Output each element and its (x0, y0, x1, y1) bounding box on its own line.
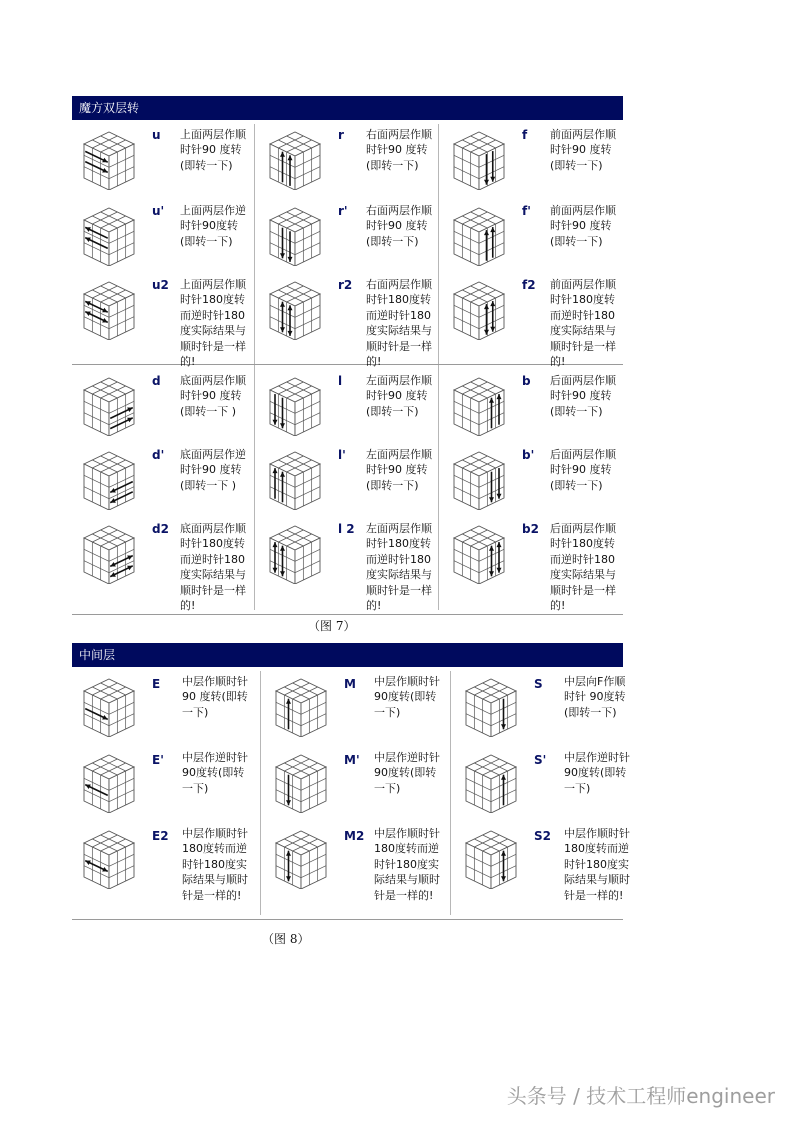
move-description: 前面两层作顺时针180度转而逆时针180度实际结果与顺时针是一样的! (550, 278, 616, 369)
cube-back-layers-icon (448, 448, 510, 510)
move-description: 左面两层作顺时针180度转而逆时针180度实际结果与顺时针是一样的! (366, 522, 432, 613)
move-description: 中层作顺时针90 度转(即转一下) (182, 675, 248, 719)
move-description: 中层作顺时针180度转而逆时针180度实际结果与顺时针是一样的! (182, 827, 248, 902)
cube-front-layers-icon (448, 204, 510, 266)
cube-m-slice-icon (270, 675, 332, 737)
move-notation: f' (522, 204, 531, 218)
figure8-grid (72, 667, 630, 920)
cube-left-layers-icon (264, 448, 326, 510)
move-notation: E' (152, 753, 164, 767)
move-notation: M (344, 677, 356, 691)
move-notation: r2 (338, 278, 353, 292)
figure8-title: 中间层 (72, 643, 623, 667)
move-notation: b2 (522, 522, 539, 536)
move-notation: S' (534, 753, 547, 767)
move-description: 上面两层作顺时针90 度转(即转一下) (180, 128, 246, 172)
cube-bottom-layers-icon (78, 374, 140, 436)
cube-front-layers-icon (448, 278, 510, 340)
move-notation: f (522, 128, 528, 142)
move-description: 中层作逆时针90度转(即转一下) (182, 751, 248, 795)
cube-right-layers-icon (264, 278, 326, 340)
move-description: 前面两层作顺时针90 度转(即转一下) (550, 128, 616, 172)
figure7-title: 魔方双层转 (72, 96, 623, 120)
column-divider (254, 124, 255, 610)
move-description: 右面两层作顺时针90 度转(即转一下) (366, 128, 432, 172)
move-notation: l (338, 374, 343, 388)
move-description: 上面两层作逆时针90度转(即转一下) (180, 204, 246, 248)
move-notation: r' (338, 204, 348, 218)
cube-top-layers-icon (78, 128, 140, 190)
move-description: 后面两层作顺时针90 度转(即转一下) (550, 448, 616, 492)
move-notation: d2 (152, 522, 169, 536)
move-description: 中层作逆时针90度转(即转一下) (564, 751, 630, 795)
cube-right-layers-icon (264, 204, 326, 266)
move-description: 中层作顺时针90度转(即转一下) (374, 675, 440, 719)
figure8-section (72, 643, 630, 920)
figure7-section (72, 96, 623, 615)
move-description: 右面两层作顺时针90 度转(即转一下) (366, 204, 432, 248)
move-description: 左面两层作顺时针90 度转(即转一下) (366, 448, 432, 492)
move-notation: l 2 (338, 522, 355, 536)
move-notation: S2 (534, 829, 551, 843)
move-description: 中层向F作顺时针 90度转(即转一下) (564, 675, 626, 719)
move-description: 中层作顺时针180度转而逆时针180度实际结果与顺时针是一样的! (564, 827, 630, 902)
move-notation: d' (152, 448, 165, 462)
move-description: 左面两层作顺时针90 度转(即转一下) (366, 374, 432, 418)
move-description: 底面两层作逆时针90 度转(即转一下 ) (180, 448, 246, 492)
cube-top-layers-icon (78, 278, 140, 340)
cube-back-layers-icon (448, 522, 510, 584)
move-description: 底面两层作顺时针90 度转(即转一下 ) (180, 374, 246, 418)
cube-top-layers-icon (78, 204, 140, 266)
cube-e-slice-icon (78, 827, 140, 889)
move-description: 后面两层作顺时针90 度转(即转一下) (550, 374, 616, 418)
group-divider (72, 364, 623, 365)
cube-left-layers-icon (264, 374, 326, 436)
cube-e-slice-icon (78, 675, 140, 737)
cube-bottom-layers-icon (78, 448, 140, 510)
cube-s-slice-icon (460, 751, 522, 813)
move-description: 底面两层作顺时针180度转而逆时针180度实际结果与顺时针是一样的! (180, 522, 246, 613)
move-notation: E2 (152, 829, 169, 843)
figure7-grid (72, 120, 623, 615)
figure8-caption: （图 8） (262, 932, 310, 946)
cube-s-slice-icon (460, 827, 522, 889)
move-notation: b (522, 374, 531, 388)
column-divider (438, 124, 439, 610)
move-notation: M' (344, 753, 360, 767)
move-notation: l' (338, 448, 346, 462)
cube-left-layers-icon (264, 522, 326, 584)
move-notation: u (152, 128, 161, 142)
cube-bottom-layers-icon (78, 522, 140, 584)
column-divider (450, 671, 451, 915)
watermark-text: 头条号 / 技术工程师engineer (506, 1084, 775, 1108)
move-notation: u2 (152, 278, 169, 292)
move-notation: r (338, 128, 344, 142)
cube-front-layers-icon (448, 128, 510, 190)
move-notation: u' (152, 204, 165, 218)
move-notation: b' (522, 448, 535, 462)
move-description: 中层作逆时针90度转(即转一下) (374, 751, 440, 795)
cube-back-layers-icon (448, 374, 510, 436)
cube-m-slice-icon (270, 827, 332, 889)
column-divider (260, 671, 261, 915)
move-description: 前面两层作顺时针90 度转(即转一下) (550, 204, 616, 248)
cube-m-slice-icon (270, 751, 332, 813)
move-description: 中层作顺时针180度转而逆时针180度实际结果与顺时针是一样的! (374, 827, 440, 902)
move-description: 右面两层作顺时针180度转而逆时针180度实际结果与顺时针是一样的! (366, 278, 432, 369)
move-description: 后面两层作顺时针180度转而逆时针180度实际结果与顺时针是一样的! (550, 522, 616, 613)
cube-e-slice-icon (78, 751, 140, 813)
move-description: 上面两层作顺时针180度转而逆时针180度实际结果与顺时针是一样的! (180, 278, 246, 369)
move-notation: S (534, 677, 543, 691)
cube-s-slice-icon (460, 675, 522, 737)
move-notation: E (152, 677, 161, 691)
move-notation: f2 (522, 278, 536, 292)
move-notation: d (152, 374, 161, 388)
figure7-caption: （图 7） (308, 619, 356, 633)
move-notation: M2 (344, 829, 365, 843)
cube-right-layers-icon (264, 128, 326, 190)
